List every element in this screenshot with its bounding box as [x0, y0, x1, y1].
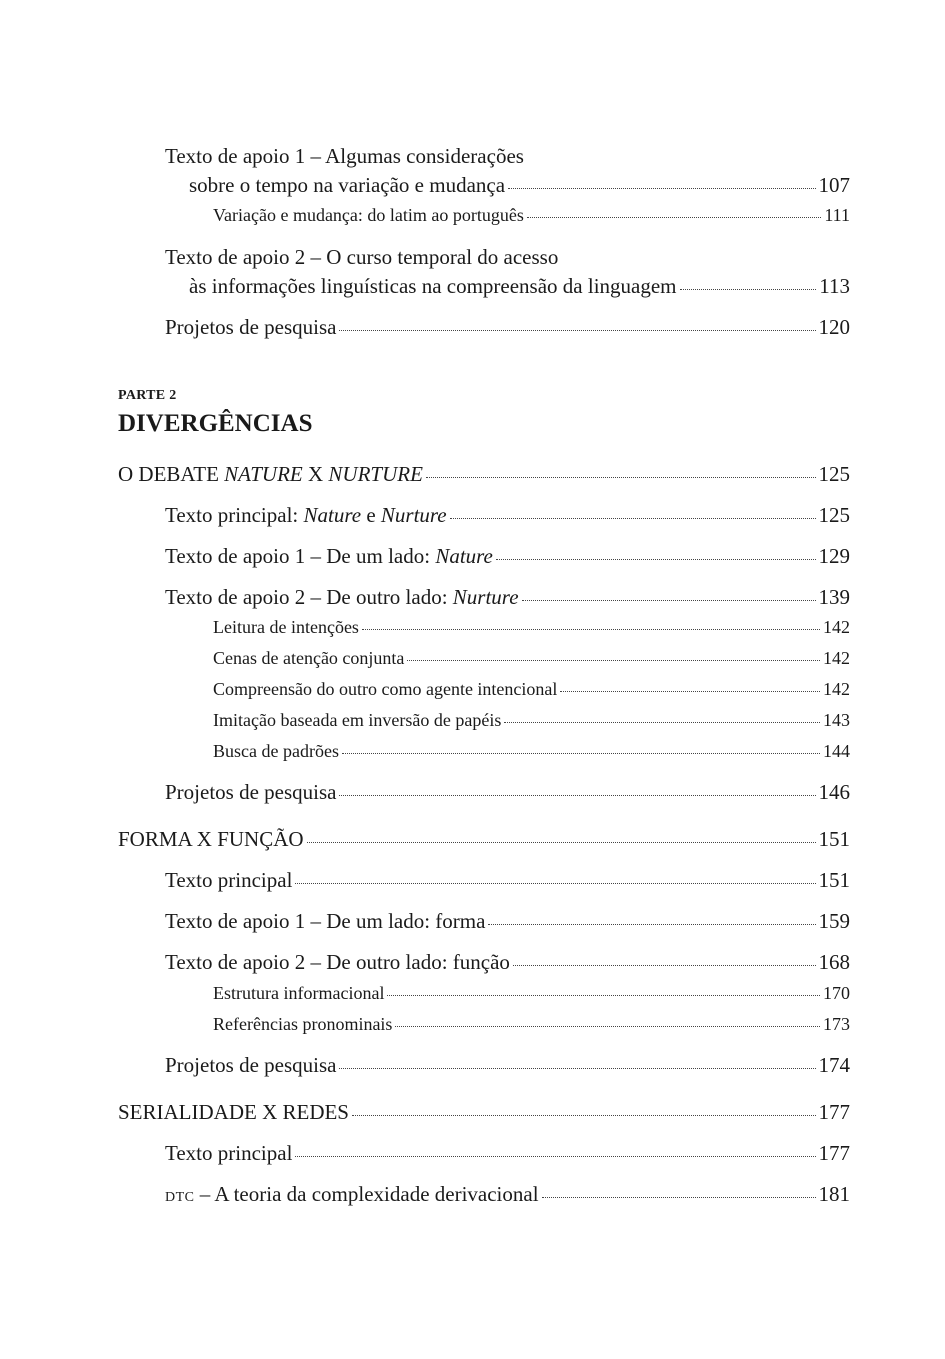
toc-entry-text: Texto de apoio 1 – De um lado: forma — [165, 909, 486, 933]
page-number: 177 — [818, 1100, 850, 1124]
toc-chapter-nature-nurture[interactable] — [118, 462, 850, 487]
toc-entry-apoio1[interactable] — [165, 544, 850, 569]
dot-leader — [295, 1156, 815, 1157]
dot-leader — [387, 995, 820, 996]
page-number: 113 — [819, 274, 850, 298]
page-number: 111 — [824, 205, 850, 225]
toc-entry-text: Texto de apoio 2 – De outro lado: Nurture — [165, 585, 519, 609]
toc-entry-apoio2-line2[interactable] — [189, 274, 850, 299]
dot-leader — [450, 518, 816, 519]
toc-entry-text: Cenas de atenção conjunta — [213, 648, 405, 668]
toc-entry-text: DTC – A teoria da complexidade derivacional — [165, 1182, 539, 1206]
dot-leader — [395, 1026, 820, 1027]
dot-leader — [339, 795, 815, 796]
page-number: 151 — [818, 868, 850, 892]
toc-entry-text: Texto de apoio 2 – De outro lado: função — [165, 950, 510, 974]
dot-leader — [339, 330, 815, 331]
toc-subentry[interactable] — [213, 741, 850, 762]
page-number: 170 — [823, 983, 850, 1003]
page-number: 139 — [818, 585, 850, 609]
page-number: 159 — [818, 909, 850, 933]
page-number: 144 — [823, 741, 850, 761]
page-number: 174 — [818, 1053, 850, 1077]
toc-subentry-variacao[interactable] — [213, 205, 850, 226]
toc-entry-apoio2-line1 — [165, 245, 558, 270]
toc-entry-text: Projetos de pesquisa — [165, 315, 337, 339]
part-title: DIVERGÊNCIAS — [118, 410, 313, 437]
toc-entry-text: Texto principal — [165, 1141, 293, 1165]
toc-chapter-forma-funcao[interactable] — [118, 827, 850, 852]
page-number: 181 — [818, 1182, 850, 1206]
toc-entry-apoio1-line2[interactable] — [189, 173, 850, 198]
dot-leader — [488, 924, 815, 925]
toc-entry-apoio1-line1 — [165, 144, 524, 169]
dot-leader — [307, 842, 816, 843]
dot-leader — [339, 1068, 815, 1069]
dot-leader — [542, 1197, 816, 1198]
dot-leader — [496, 559, 816, 560]
page-number: 107 — [818, 173, 850, 197]
toc-entry-texto-principal[interactable] — [165, 503, 850, 528]
page-number: 168 — [818, 950, 850, 974]
toc-entry-text: Texto de apoio 2 – O curso temporal do acesso — [165, 245, 559, 269]
toc-subentry[interactable] — [213, 648, 850, 669]
toc-entry-projetos[interactable] — [165, 780, 850, 805]
dot-leader — [508, 188, 815, 189]
page-number: 173 — [823, 1014, 850, 1034]
toc-entry-text: Projetos de pesquisa — [165, 780, 337, 804]
dot-leader — [362, 629, 820, 630]
toc-entry-text: Projetos de pesquisa — [165, 1053, 337, 1077]
toc-entry-text: Imitação baseada em inversão de papéis — [213, 710, 502, 730]
part-label: PARTE 2 — [118, 388, 177, 403]
toc-entry-texto-principal[interactable] — [165, 868, 850, 893]
toc-entry-projetos[interactable] — [165, 1053, 850, 1078]
toc-entry-projetos[interactable] — [165, 315, 850, 340]
page-number: 177 — [818, 1141, 850, 1165]
toc-entry-text: Variação e mudança: do latim ao português — [213, 205, 524, 225]
dot-leader — [522, 600, 816, 601]
page-number: 151 — [818, 827, 850, 851]
dot-leader — [295, 883, 815, 884]
toc-entry-apoio1[interactable] — [165, 909, 850, 934]
dot-leader — [560, 691, 820, 692]
page-number: 142 — [823, 679, 850, 699]
toc-entry-text: Texto principal: Nature e Nurture — [165, 503, 447, 527]
chapter-title: FORMA X FUNÇÃO — [118, 827, 304, 851]
dot-leader — [342, 753, 820, 754]
toc-entry-text: Compreensão do outro como agente intencional — [213, 679, 558, 699]
dot-leader — [407, 660, 820, 661]
toc-entry-dtc[interactable] — [165, 1182, 850, 1207]
page-number: 143 — [823, 710, 850, 730]
toc-entry-text: Referências pronominais — [213, 1014, 393, 1034]
toc-entry-text: Texto principal — [165, 868, 293, 892]
dot-leader — [527, 217, 821, 218]
chapter-title: SERIALIDADE X REDES — [118, 1100, 349, 1124]
toc-entry-text: às informações linguísticas na compreensão da linguagem — [189, 274, 677, 298]
dot-leader — [352, 1115, 816, 1116]
page-number: 142 — [823, 648, 850, 668]
toc-entry-text: Texto de apoio 1 – De um lado: Nature — [165, 544, 493, 568]
toc-entry-text: Estrutura informacional — [213, 983, 385, 1003]
toc-subentry[interactable] — [213, 1014, 850, 1035]
dot-leader — [680, 289, 817, 290]
toc-entry-text: Texto de apoio 1 – Algumas considerações — [165, 144, 524, 168]
toc-chapter-serialidade-redes[interactable] — [118, 1100, 850, 1125]
dot-leader — [513, 965, 816, 966]
page-number: 125 — [818, 503, 850, 527]
toc-subentry[interactable] — [213, 983, 850, 1004]
dot-leader — [426, 477, 816, 478]
toc-entry-apoio2[interactable] — [165, 950, 850, 975]
toc-entry-text: Leitura de intenções — [213, 617, 359, 637]
toc-entry-apoio2[interactable] — [165, 585, 850, 610]
toc-entry-text: Busca de padrões — [213, 741, 339, 761]
page-number: 142 — [823, 617, 850, 637]
toc-subentry[interactable] — [213, 617, 850, 638]
toc-subentry[interactable] — [213, 710, 850, 731]
page-number: 129 — [818, 544, 850, 568]
page-number: 146 — [818, 780, 850, 804]
toc-entry-text: sobre o tempo na variação e mudança — [189, 173, 506, 197]
dot-leader — [504, 722, 820, 723]
toc-subentry[interactable] — [213, 679, 850, 700]
chapter-title: O DEBATE NATURE X NURTURE — [118, 462, 423, 486]
page-number: 125 — [818, 462, 850, 486]
dtc-abbreviation: DTC — [165, 1190, 195, 1205]
toc-entry-texto-principal[interactable] — [165, 1141, 850, 1166]
page-number: 120 — [818, 315, 850, 339]
